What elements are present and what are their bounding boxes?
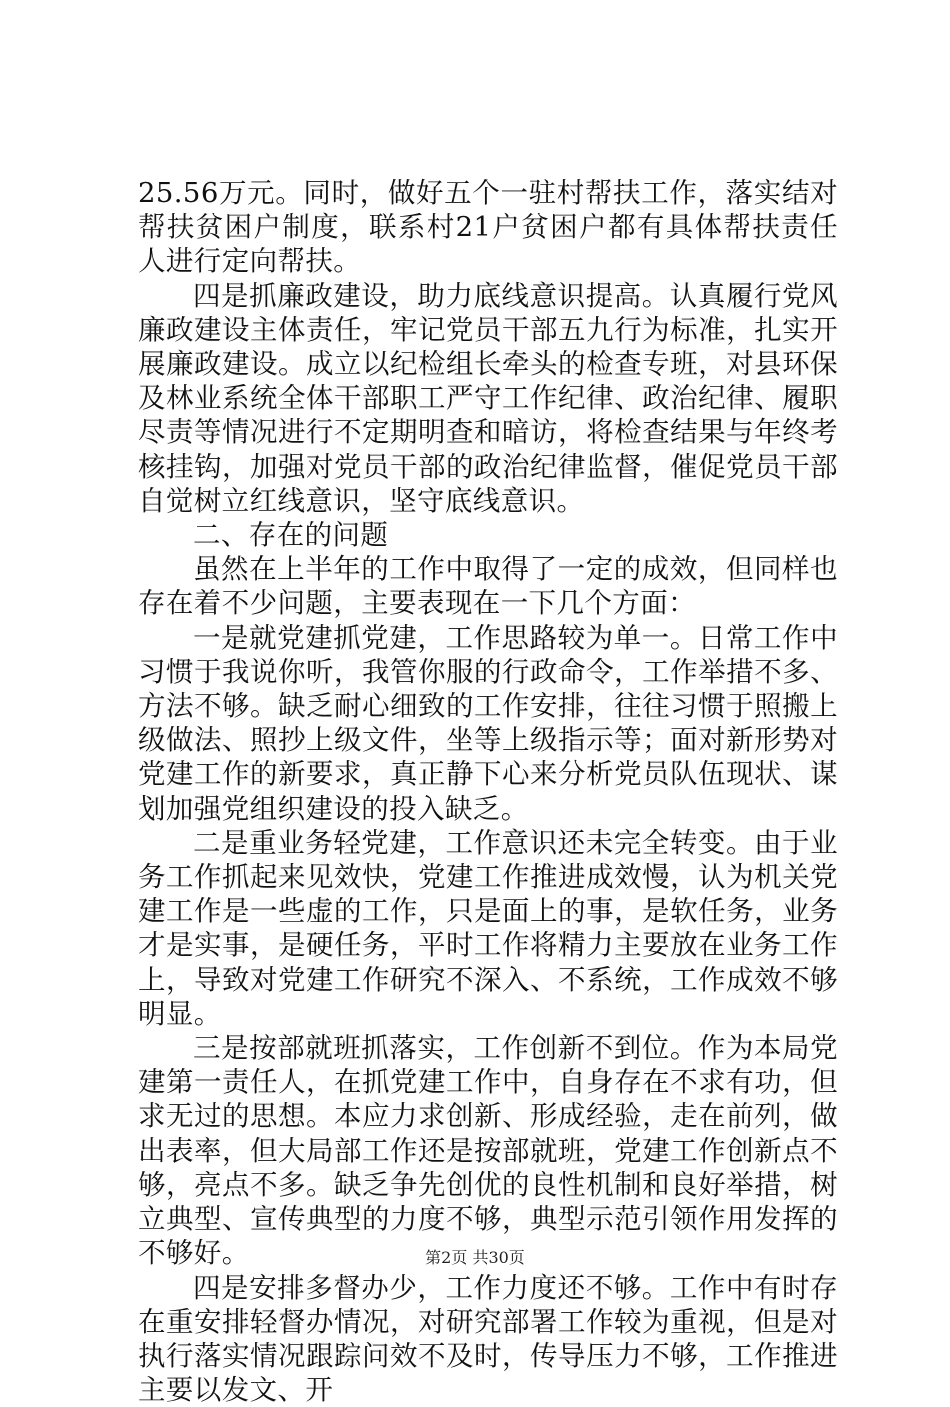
paragraph-problem-four: 四是安排多督办少，工作力度还不够。工作中有时存在重安排轻督办情况，对研究部署工作较为重视，但是对执行落实情况跟踪问效不及时，传导压力不够，工作推进主要以发文、开 (138, 1271, 838, 1407)
paragraph-problems-intro: 虽然在上半年的工作中取得了一定的成效，但同样也存在着不少问题，主要表现在一下几个方面： (138, 552, 838, 620)
paragraph-continuation: 25.56万元。同时，做好五个一驻村帮扶工作，落实结对帮扶贫困户制度，联系村21户贫困户都有具体帮扶责任人进行定向帮扶。 (138, 176, 838, 279)
paragraph-anti-corruption: 四是抓廉政建设，助力底线意识提高。认真履行党风廉政建设主体责任，牢记党员干部五九行为标准，扎实开展廉政建设。成立以纪检组长牵头的检查专班，对县环保及林业系统全体干部职工严守工作纪律、政治纪律、履职尽责等情况进行不定期明查和暗访，将检查结果与年终考核挂钩，加强对党员干部的政治纪律监督，催促党员干部自觉树立红线意识，坚守底线意识。 (138, 279, 838, 518)
paragraph-problem-two: 二是重业务轻党建，工作意识还未完全转变。由于业务工作抓起来见效快，党建工作推进成效慢，认为机关党建工作是一些虚的工作，只是面上的事，是软任务，业务才是实事，是硬任务，平时工作将精力主要放在业务工作上，导致对党建工作研究不深入、不系统，工作成效不够明显。 (138, 826, 838, 1031)
paragraph-problem-three: 三是按部就班抓落实，工作创新不到位。作为本局党建第一责任人，在抓党建工作中，自身存在不求有功，但求无过的思想。本应力求创新、形成经验，走在前列，做出表率，但大局部工作还是按部就班，党建工作创新点不够，亮点不多。缺乏争先创优的良性机制和良好举措，树立典型、宣传典型的力度不够，典型示范引领作用发挥的不够好。 (138, 1031, 838, 1270)
section-heading-problems: 二、存在的问题 (138, 518, 838, 552)
page-footer: 第2页 共30页 (0, 1245, 950, 1268)
document-body (138, 176, 838, 1407)
paragraph-problem-one: 一是就党建抓党建，工作思路较为单一。日常工作中习惯于我说你听，我管你服的行政命令，工作举措不多、方法不够。缺乏耐心细致的工作安排，往往习惯于照搬上级做法、照抄上级文件，坐等上级指示等；面对新形势对党建工作的新要求，真正静下心来分析党员队伍现状、谋划加强党组织建设的投入缺乏。 (138, 621, 838, 826)
